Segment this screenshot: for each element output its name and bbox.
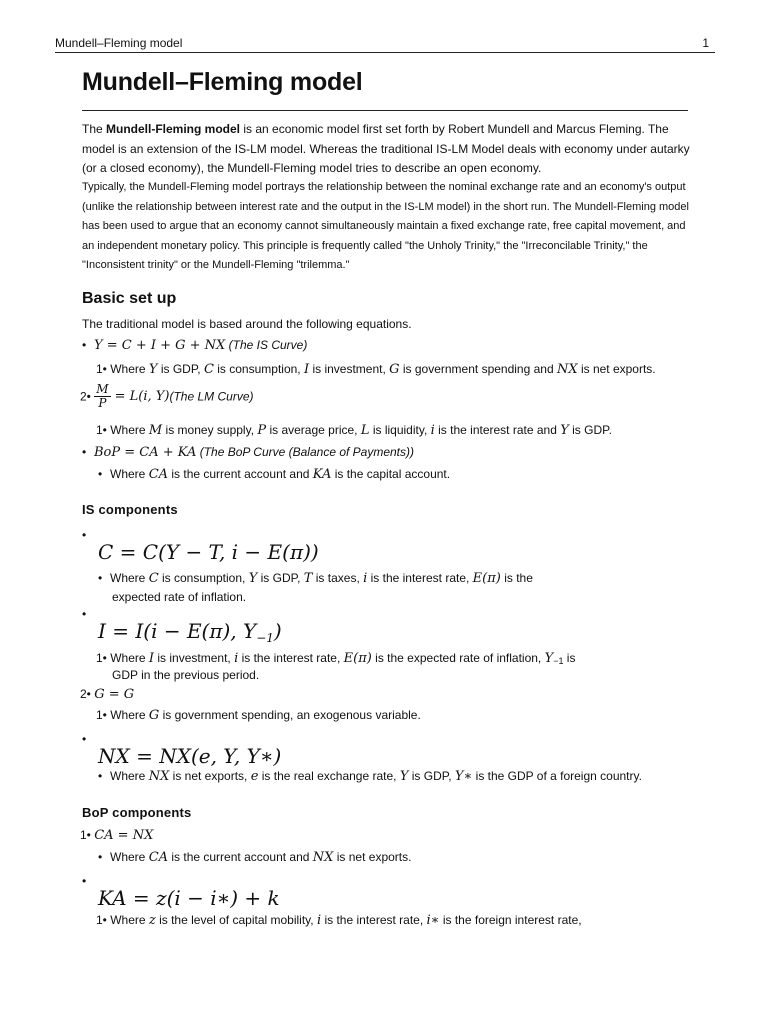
text: is the real exchange rate,	[258, 769, 400, 783]
ka-equation: KA = z(i − i∗) + k	[98, 886, 280, 910]
var-NX: NX	[148, 769, 170, 784]
var-NX: NX	[556, 362, 578, 377]
i-eq-main: I = I(i − E(π), Y	[98, 619, 257, 643]
is-curve-item	[82, 338, 307, 353]
text: is the current account and	[168, 467, 313, 481]
bullet: •	[98, 467, 103, 481]
i-where-cont: GDP in the previous period.	[112, 668, 260, 682]
var-Y-sub: −1	[553, 656, 564, 666]
intro-pre: The	[82, 122, 107, 136]
marker: 1•	[96, 708, 107, 722]
marker: 1•	[96, 913, 107, 927]
var-C: C	[148, 571, 159, 586]
ca-item	[80, 828, 153, 843]
text: is the capital account.	[331, 467, 451, 481]
lm-denominator: P	[98, 396, 107, 410]
page-number: 1	[702, 36, 709, 50]
var-NX: NX	[312, 850, 334, 865]
text: Where	[110, 362, 149, 376]
var-CA: CA	[148, 467, 169, 482]
var-L: L	[360, 423, 370, 438]
bullet: •	[98, 850, 103, 864]
var-Y: Y	[544, 651, 554, 666]
title-rule	[82, 110, 688, 111]
lm-numerator: M	[96, 382, 109, 396]
text: Where	[110, 708, 149, 722]
running-title: Mundell–Fleming model	[55, 36, 183, 50]
var-C: C	[203, 362, 214, 377]
text: is net exports.	[577, 362, 656, 376]
marker: 1•	[96, 423, 107, 437]
net-exports-equation: NX = NX(e, Y, Y∗)	[98, 744, 282, 768]
var-i: i	[316, 913, 322, 928]
article-title: Mundell–Fleming model	[82, 68, 363, 96]
bullet: •	[98, 571, 103, 585]
text: is	[563, 651, 576, 665]
text: Where	[110, 913, 149, 927]
text: is the GDP of a foreign country.	[472, 769, 642, 783]
bop-curve-label: (The BoP Curve (Balance of Payments))	[199, 445, 415, 459]
section-heading-is: IS components	[82, 502, 178, 517]
text: is average price,	[266, 423, 361, 437]
var-Y-star: Y∗	[454, 769, 473, 784]
marker: 1•	[96, 651, 107, 665]
var-P: P	[257, 423, 267, 438]
var-G: G	[148, 708, 160, 723]
intro-bold-term: Mundell-Fleming model	[106, 122, 241, 136]
i-eq-sub: −1	[256, 631, 274, 645]
bop-equation: BoP = CA + KA	[94, 445, 197, 460]
ka-where	[96, 913, 582, 928]
text: Where	[110, 571, 149, 585]
section-heading-bop: BoP components	[82, 805, 192, 820]
text: is consumption,	[158, 571, 249, 585]
var-I: I	[303, 362, 310, 377]
text: is investment,	[309, 362, 390, 376]
lm-rhs: = L(i, Y)	[110, 389, 170, 404]
var-i: i	[430, 423, 435, 438]
section-heading-basic: Basic set up	[82, 290, 177, 307]
g-where	[96, 708, 421, 723]
text: is taxes,	[312, 571, 364, 585]
marker: 1•	[80, 828, 91, 842]
i-eq-close: )	[273, 619, 282, 643]
basic-lead: The traditional model is based around the following equations.	[82, 317, 412, 331]
bop-where	[98, 467, 450, 482]
text: is the interest rate,	[367, 571, 473, 585]
text: Where	[110, 850, 149, 864]
text: is GDP,	[408, 769, 455, 783]
lm-where	[96, 423, 612, 438]
text: is the interest rate and	[434, 423, 561, 437]
bullet: •	[98, 769, 103, 783]
ca-where	[98, 850, 411, 865]
text: is government spending and	[399, 362, 557, 376]
bullet: •	[82, 445, 87, 459]
marker: 2•	[80, 687, 91, 701]
var-i-star: i∗	[426, 913, 440, 928]
bullet: •	[82, 338, 87, 352]
var-E-pi: E(π)	[472, 571, 501, 586]
var-T: T	[303, 571, 313, 586]
consumption-equation: C = C(Y − T, i − E(π))	[98, 540, 319, 564]
var-E-pi: E(π)	[343, 651, 372, 666]
text: Where	[110, 467, 149, 481]
lm-curve-label: (The LM Curve)	[169, 389, 254, 404]
text: is the expected rate of inflation,	[371, 651, 545, 665]
is-curve-label: (The IS Curve)	[228, 338, 308, 352]
intro-paragraph-1	[82, 120, 692, 179]
text: is the interest rate,	[238, 651, 344, 665]
bullet: •	[82, 528, 87, 542]
text: is the interest rate,	[321, 913, 427, 927]
var-M: M	[148, 423, 163, 438]
text: is GDP,	[157, 362, 204, 376]
text: is the level of capital mobility,	[155, 913, 317, 927]
is-equation: Y = C + I + G + NX	[94, 338, 226, 353]
var-CA: CA	[148, 850, 169, 865]
text: is liquidity,	[369, 423, 431, 437]
var-Y: Y	[248, 571, 258, 586]
lm-curve-item	[80, 383, 254, 410]
text: Where	[110, 769, 149, 783]
lm-fraction	[94, 383, 110, 410]
var-Y: Y	[148, 362, 158, 377]
bullet: •	[82, 607, 87, 621]
nx-where	[98, 769, 642, 784]
is-where	[96, 362, 656, 377]
var-i: i	[234, 651, 239, 666]
g-equation: G = G	[94, 687, 135, 702]
text: is net exports,	[169, 769, 251, 783]
var-z: z	[148, 913, 156, 928]
i-where	[96, 651, 575, 666]
text: is investment,	[154, 651, 235, 665]
text: is GDP,	[257, 571, 304, 585]
var-e: e	[250, 769, 259, 784]
text: Where	[110, 651, 149, 665]
c-where	[98, 571, 533, 586]
ca-equation: CA = NX	[94, 828, 154, 843]
text: is the foreign interest rate,	[439, 913, 582, 927]
text: is the current account and	[168, 850, 313, 864]
text: is GDP.	[568, 423, 612, 437]
investment-equation	[98, 619, 282, 645]
var-i: i	[363, 571, 368, 586]
text: is government spending, an exogenous variable.	[159, 708, 421, 722]
text: is consumption,	[213, 362, 304, 376]
text: is net exports.	[333, 850, 412, 864]
var-Y: Y	[399, 769, 409, 784]
bullet: •	[82, 732, 87, 746]
text: is money supply,	[162, 423, 258, 437]
c-where-cont: expected rate of inflation.	[112, 590, 247, 604]
text: Where	[110, 423, 149, 437]
var-KA: KA	[312, 467, 332, 482]
intro-paragraph-2: Typically, the Mundell-Fleming model portrays the relationship between the nominal exchange rate and an economy's output (unlike the relationship between interest rate and the output in the IS-LM model) in the short run. The Mundell-Fleming model has been used to argue that an economy cannot simultaneously maintain a fixed exchange rate, free capital movement, and an independent monetary policy. This principle is frequently called "the Unholy Trinity," the "Irreconcilable Trinity," the "Inconsistent trinity" or the Mundell-Fleming "trilemma."	[82, 181, 689, 271]
running-header	[55, 36, 715, 53]
intro-text-1: is an economic model first set forth by Robert Mundell and Marcus Fleming. The model is an extension of the IS-LM model. Whereas the traditional IS-LM Model deals with economy under autarky (or a closed economy), the Mundell-Fleming model tries to describe an open economy.	[82, 122, 690, 175]
var-I: I	[148, 651, 155, 666]
g-item	[80, 687, 134, 702]
marker: 2•	[80, 389, 91, 404]
var-G: G	[389, 362, 400, 377]
var-Y: Y	[560, 423, 569, 438]
bullet: •	[82, 874, 87, 888]
marker: 1•	[96, 362, 107, 376]
bop-curve-item	[82, 445, 414, 460]
text: is the	[500, 571, 533, 585]
